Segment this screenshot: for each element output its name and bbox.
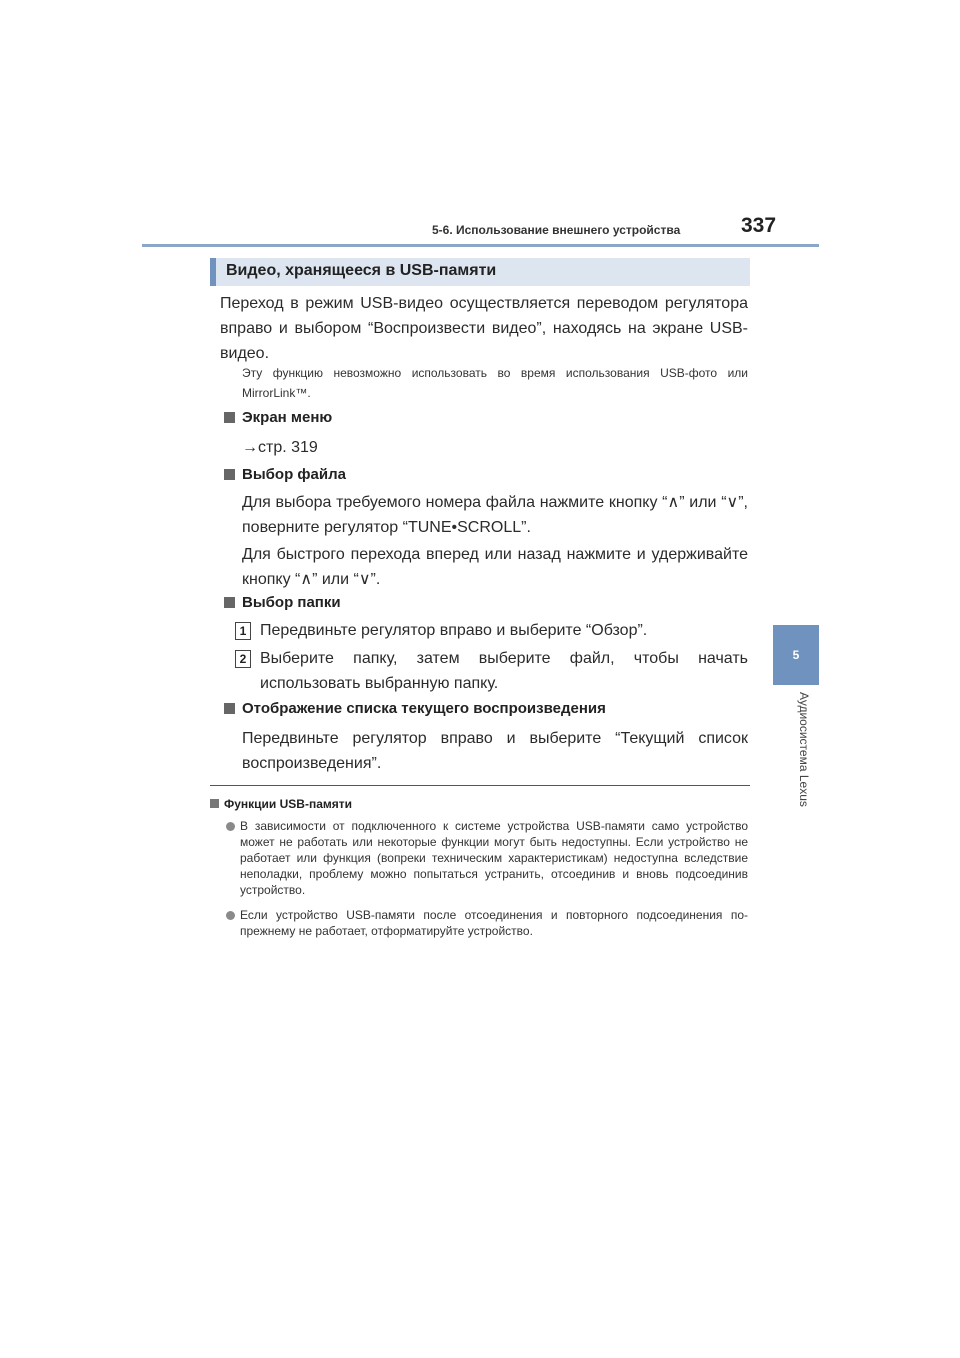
folder-select-heading — [224, 594, 341, 611]
square-bullet-icon — [224, 412, 235, 423]
file-select-paragraph-1: Для выбора требуемого номера файла нажмите кнопку “∧” или “∨”, поверните регулятор “TUNE•SCROLL”. — [242, 494, 748, 536]
chapter-label: Аудиосистема Lexus — [797, 692, 811, 807]
menu-heading-text: Экран меню — [242, 409, 333, 426]
intro-paragraph: Переход в режим USB-видео осуществляется переводом регулятора вправо и выбором “Воспроизвести видео”, находясь на экране USB-видео. — [220, 295, 748, 362]
file-select-paragraph-2: Для быстрого перехода вперед или назад нажмите и удерживайте кнопку “∧” или “∨”. — [242, 546, 748, 588]
square-bullet-icon — [210, 799, 219, 808]
notes-heading-text: Функции USB-памяти — [224, 797, 353, 811]
step-number-box: 1 — [235, 622, 251, 640]
header-rule — [142, 244, 819, 247]
page-number: 337 — [741, 214, 777, 237]
note-bullet: Если устройство USB-памяти после отсоединения и повторного подсоединения по-прежнему не работает, отформатируйте устройство. — [240, 908, 748, 938]
bullet-dot-icon — [226, 822, 235, 831]
menu-page-ref: →стр. 319 — [242, 439, 318, 456]
step-number-box: 2 — [235, 650, 251, 668]
file-select-heading-text: Выбор файла — [242, 466, 346, 483]
bullet-dot-icon — [226, 911, 235, 920]
playlist-paragraph: Передвиньте регулятор вправо и выберите “Текущий список воспроизведения”. — [242, 730, 748, 772]
folder-select-heading-text: Выбор папки — [242, 594, 341, 611]
menu-heading — [224, 409, 332, 426]
intro-note: Эту функцию невозможно использовать во время использования USB-фото или MirrorLink™. — [242, 366, 748, 400]
square-bullet-icon — [224, 469, 235, 480]
step-text: Передвиньте регулятор вправо и выберите “Обзор”. — [260, 622, 648, 639]
notes-heading — [210, 797, 352, 811]
square-bullet-icon — [224, 597, 235, 608]
playlist-heading-text: Отображение списка текущего воспроизведения — [242, 700, 606, 717]
header-section-title: 5-6. Использование внешнего устройства — [432, 223, 681, 237]
chapter-tab: 5 — [773, 625, 819, 685]
notes-rule — [210, 785, 750, 786]
step-text: Выберите папку, затем выберите файл, чтобы начать использовать выбранную папку. — [260, 650, 748, 692]
playlist-heading — [224, 700, 606, 717]
note-bullet: В зависимости от подключенного к системе устройства USB-памяти само устройство может не работать или некоторые функции могут быть недоступны. Если устройство не работает или функция (вопреки техническим характеристикам) недоступна вследствие неполадки, проблему можно попытаться устранить, отсоединив и вновь подсоединив устройство. — [240, 819, 748, 897]
file-select-heading — [224, 466, 346, 483]
square-bullet-icon — [224, 703, 235, 714]
section-title: Видео, хранящееся в USB-памяти — [226, 262, 497, 279]
section-bar — [210, 258, 750, 286]
